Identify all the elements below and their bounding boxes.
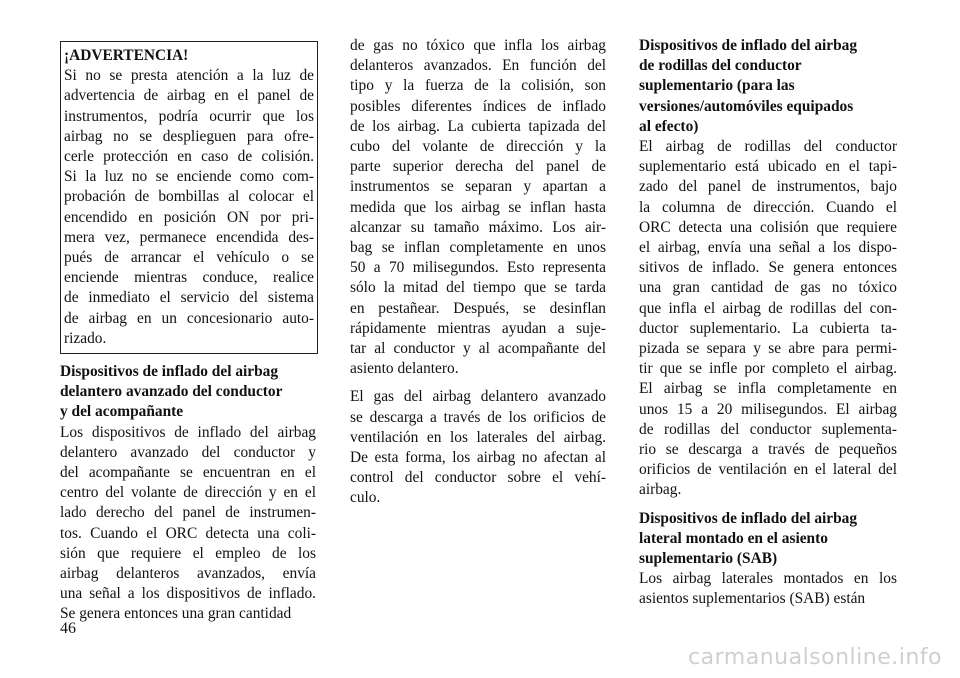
text-line: delantero avanzado del conductor y [60,443,316,461]
watermark-logo: carmanualsonline.info [688,645,942,670]
text-line: de rodillas del conductor [639,57,802,75]
text-line: posibles diferentes índices de inflado [350,97,606,115]
text-line: sitivos de inflado. Se genera entonces [639,259,897,277]
text-line: al efecto) [639,117,699,135]
column-middle [350,36,606,509]
text-line: unos 15 a 20 milisegundos. El airbag [639,400,897,418]
warning-box [60,41,318,354]
text-line: advertencia de airbag en el panel de [64,87,314,105]
text-line: Dispositivos de inflado del airbag [60,363,279,381]
text-line: Los airbag laterales montados en los [639,570,897,588]
text-line: asiento delantero. [350,360,459,378]
text-line: bag se inflan completamente en unos [350,239,606,257]
text-line: asientos suplementarios (SAB) están [639,590,866,608]
section-front-airbag-text [60,423,316,625]
text-line: airbag no se desplieguen para ofre- [64,127,314,145]
text-line: Los dispositivos de inflado del airbag [60,423,316,441]
text-line: el airbag, envía una señal a los dispo- [639,239,897,257]
text-line: centro del volante de dirección y en el [60,484,316,502]
text-line: control del conductor sobre el vehí- [350,469,606,487]
text-line: ductor suplementario. La cubierta ta- [639,319,897,337]
text-line: del acompañante se encuentran en el [60,464,316,482]
text-line: versiones/automóviles equipados [639,97,854,115]
text-line: suplementario está ubicado en el tapi- [639,158,897,176]
text-line: culo. [350,489,381,507]
text-line: Si la luz no se enciende como com- [64,168,314,186]
text-line: Dispositivos de inflado del airbag [639,37,858,54]
text-line: tar al conductor y al acompañante del [350,340,606,358]
text-line: probación de bombillas al colocar el [64,188,314,206]
text-line: la columna de dirección. Cuando el [639,198,897,216]
text-line: delantero avanzado del conductor [60,383,283,401]
text-line: instrumentos, podría ocurrir que los [64,107,314,125]
column-right [639,36,897,610]
text-line: mera vez, permanece encendida des- [64,228,314,246]
text-line: pués de arrancar el vehículo o se [64,249,314,267]
front-airbag-paragraph-1 [350,36,606,379]
section-knee-airbag-text [639,137,897,501]
text-line: de los airbag. La cubierta tapizada del [350,117,606,135]
section-side-airbag-text [639,569,897,609]
text-line: pizada se separa y se abre para permi- [639,340,897,358]
text-line: cerle protección en caso de colisión. [64,148,314,166]
text-line: tos. Cuando el ORC detecta una coli- [60,524,316,542]
text-line: de rodillas del conductor suplementa- [639,420,897,438]
text-line: El gas del airbag delantero avanzado [350,388,606,406]
text-line: Se genera entonces una gran cantidad [60,605,292,623]
text-line: rizado. [64,329,107,347]
text-line: delanteros avanzados. En función del [350,57,606,75]
section-side-airbag-heading [639,509,897,570]
section-front-airbag-heading [60,362,316,423]
text-line: airbag. [639,481,682,499]
text-line: El airbag se infla completamente en [639,380,897,398]
text-line: que infla el airbag de rodillas del con- [639,299,897,317]
text-line: rio se descarga a través de pequeños [639,441,897,459]
text-line: en pestañear. Después, se desinflan [350,299,606,317]
text-line: El airbag de rodillas del conductor [639,138,897,156]
text-line: de gas no tóxico que infla los airbag [350,37,606,54]
text-line: una señal a los dispositivos de inflado. [60,585,316,603]
page-number: 46 [60,620,76,637]
warning-text [64,66,314,349]
section-side-airbag [639,509,897,610]
section-front-airbag [60,362,316,625]
text-line: de airbag en un concesionario auto- [64,309,314,327]
text-line: alcanzar su tamaño máximo. Los air- [350,218,606,236]
text-line: ORC detecta una colisión que requiere [639,218,897,236]
text-line: rápidamente mientras ayudan a suje- [350,319,606,337]
warning-title: ¡ADVERTENCIA! [64,47,189,64]
text-line: airbag delanteros avanzados, envía [60,565,316,583]
text-line: lateral montado en el asiento [639,529,828,547]
text-line: y del acompañante [60,403,184,421]
text-line: tipo y la fuerza de la colisión, son [350,77,606,95]
text-line: Dispositivos de inflado del airbag [639,509,858,527]
text-line: suplementario (SAB) [639,550,778,568]
text-line: sión que requiere el empleo de los [60,544,316,562]
text-line: sólo la mitad del tiempo que se tarda [350,279,606,297]
text-line: cubo del volante de dirección y la [350,138,606,156]
text-line: ventilación en los laterales del airbag. [350,428,606,446]
section-knee-airbag [639,36,897,501]
text-line: parte superior derecha del panel de [350,158,606,176]
text-line: una gran cantidad de gas no tóxico [639,279,897,297]
text-line: 50 a 70 milisegundos. Esto representa [350,259,606,277]
text-line: tir que se infle por completo el airbag. [639,360,897,378]
text-line: instrumentos se separan y apartan a [350,178,606,196]
text-line: encendido en posición ON por pri- [64,208,314,226]
text-line: de inmediato el servicio del sistema [64,289,314,307]
text-line: De esta forma, los airbag no afectan al [350,449,606,467]
text-line: enciende mientras conduce, realice [64,269,314,287]
text-line: lado derecho del panel de instrumen- [60,504,316,522]
text-line: se descarga a través de los orificios de [350,408,606,426]
column-left [60,36,316,625]
text-line: Si no se presta atención a la luz de [64,67,314,85]
text-line: orificios de ventilación en el lateral del [639,461,897,479]
text-line: medida que los airbag se inflan hasta [350,198,606,216]
text-line: suplementario (para las [639,77,795,95]
section-knee-airbag-heading [639,36,897,137]
front-airbag-paragraph-2 [350,387,606,508]
text-line: zado del panel de instrumentos, bajo [639,178,897,196]
